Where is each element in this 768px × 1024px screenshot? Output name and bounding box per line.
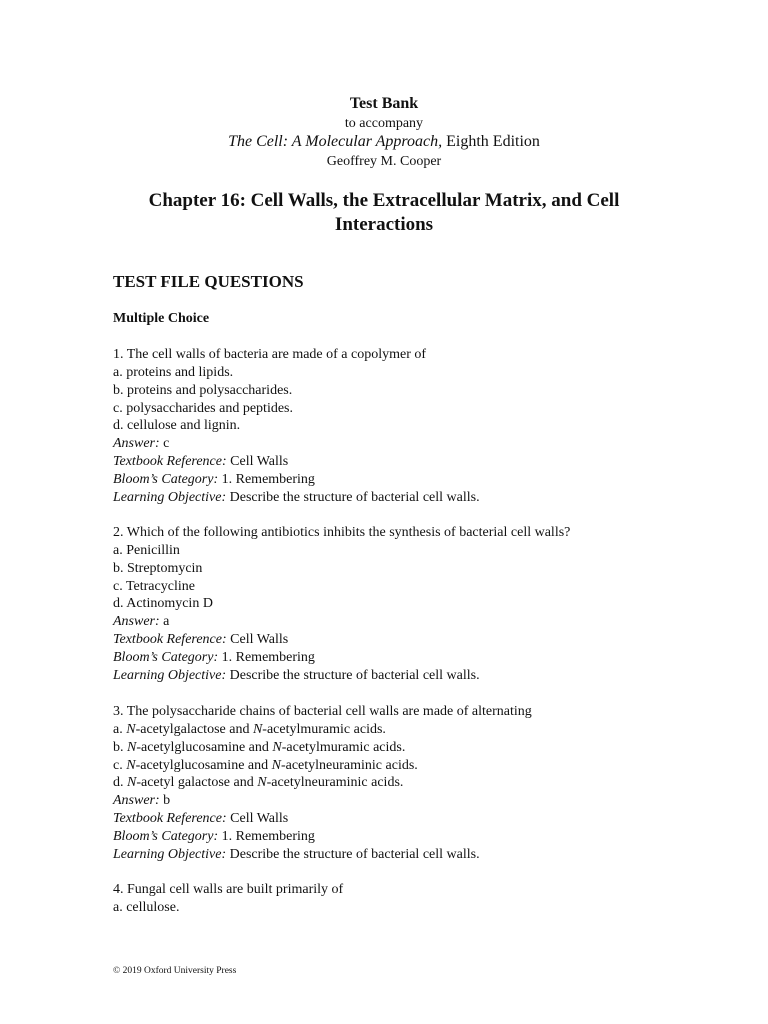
- question-stem: 1. The cell walls of bacteria are made of a copolymer of: [113, 347, 427, 362]
- answer-option: [113, 757, 713, 775]
- objective-label: Learning Objective:: [113, 846, 227, 862]
- option-text: -acetylglucosamine and: [135, 757, 272, 773]
- answer-line: [113, 435, 713, 453]
- copyright-footer: © 2019 Oxford University Press: [113, 966, 237, 976]
- option-text: -acetylneuraminic acids.: [280, 757, 418, 773]
- answer-line: [113, 792, 713, 810]
- reference-label: Textbook Reference:: [113, 632, 227, 648]
- answer-line: [113, 613, 713, 631]
- reference-label: Textbook Reference:: [113, 811, 227, 827]
- reference-line: [113, 453, 713, 471]
- option-text: -acetylmuramic acids.: [262, 721, 386, 737]
- option-text: -acetylneuraminic acids.: [266, 775, 404, 791]
- question-1: [113, 346, 713, 507]
- bloom-label: Bloom’s Category:: [113, 828, 219, 844]
- question-stem: 3. The polysaccharide chains of bacterial cell walls are made of alternating: [113, 704, 532, 719]
- test-bank-title: Test Bank: [349, 95, 419, 112]
- option-prefix: b.: [113, 739, 127, 755]
- objective-line: [113, 667, 713, 685]
- bloom-value: 1. Remembering: [218, 471, 315, 487]
- objective-value: Describe the structure of bacterial cell walls.: [226, 489, 480, 505]
- objective-value: Describe the structure of bacterial cell walls.: [226, 846, 480, 862]
- italic-n: N: [252, 721, 263, 737]
- bloom-value: 1. Remembering: [218, 649, 315, 665]
- option-text: -acetylglucosamine and: [136, 739, 273, 755]
- bloom-value: 1. Remembering: [218, 828, 315, 844]
- italic-n: N: [272, 739, 282, 755]
- bloom-label: Bloom’s Category:: [113, 649, 219, 665]
- answer-option: [113, 774, 713, 792]
- book-title: The Cell: A Molecular Approach,: [228, 133, 443, 150]
- bloom-line: [113, 828, 713, 846]
- section-heading: TEST FILE QUESTIONS: [113, 272, 304, 291]
- answer-option: [113, 739, 713, 757]
- answer-label: Answer:: [113, 436, 160, 452]
- option-prefix: a.: [113, 721, 127, 737]
- answer-option: [113, 721, 713, 739]
- answer-option: b. proteins and polysaccharides.: [113, 382, 293, 398]
- question-3: [113, 703, 713, 864]
- bloom-line: [113, 649, 713, 667]
- answer-option: a. cellulose.: [113, 899, 180, 915]
- bloom-label: Bloom’s Category:: [113, 471, 219, 487]
- answer-option: a. Penicillin: [113, 542, 180, 558]
- book-title-line: [0, 132, 768, 152]
- answer-value: b: [159, 793, 171, 809]
- question-stem: 2. Which of the following antibiotics inhibits the synthesis of bacterial cell walls?: [113, 525, 571, 540]
- option-prefix: d.: [113, 775, 127, 791]
- answer-option: c. Tetracycline: [113, 578, 195, 594]
- italic-n: N: [127, 739, 137, 755]
- bloom-line: [113, 471, 713, 489]
- reference-value: Cell Walls: [226, 811, 289, 827]
- reference-value: Cell Walls: [226, 632, 289, 648]
- answer-option: d. cellulose and lignin.: [113, 418, 241, 434]
- objective-label: Learning Objective:: [113, 667, 227, 683]
- objective-label: Learning Objective:: [113, 489, 227, 505]
- chapter-title: Chapter 16: Cell Walls, the Extracellular Matrix, and Cell Interactions: [148, 190, 620, 235]
- answer-label: Answer:: [113, 793, 160, 809]
- option-text: -acetyl galactose and: [136, 775, 258, 791]
- answer-option: a. proteins and lipids.: [113, 364, 234, 380]
- option-text: -acetylgalactose and: [135, 721, 253, 737]
- answer-label: Answer:: [113, 614, 160, 630]
- italic-n: N: [271, 757, 281, 773]
- italic-n: N: [126, 757, 136, 773]
- answer-option: d. Actinomycin D: [113, 596, 213, 612]
- answer-option: b. Streptomycin: [113, 560, 203, 576]
- reference-line: [113, 631, 713, 649]
- question-2: [113, 524, 713, 685]
- answer-value: c: [159, 436, 170, 452]
- objective-line: [113, 489, 713, 507]
- reference-value: Cell Walls: [226, 454, 289, 470]
- book-edition: Eighth Edition: [442, 133, 540, 150]
- author-line: Geoffrey M. Cooper: [326, 154, 442, 169]
- option-text: -acetylmuramic acids.: [281, 739, 406, 755]
- question-stem: 4. Fungal cell walls are built primarily of: [113, 882, 344, 897]
- question-4: [113, 881, 713, 917]
- italic-n: N: [257, 775, 267, 791]
- answer-value: a: [159, 614, 170, 630]
- objective-line: [113, 846, 713, 864]
- italic-n: N: [127, 775, 137, 791]
- objective-value: Describe the structure of bacterial cell walls.: [226, 667, 480, 683]
- subsection-heading: Multiple Choice: [113, 311, 210, 326]
- answer-option: c. polysaccharides and peptides.: [113, 400, 293, 416]
- italic-n: N: [126, 721, 136, 737]
- reference-label: Textbook Reference:: [113, 454, 227, 470]
- reference-line: [113, 810, 713, 828]
- accompany-line: to accompany: [344, 116, 424, 131]
- option-prefix: c.: [113, 757, 127, 773]
